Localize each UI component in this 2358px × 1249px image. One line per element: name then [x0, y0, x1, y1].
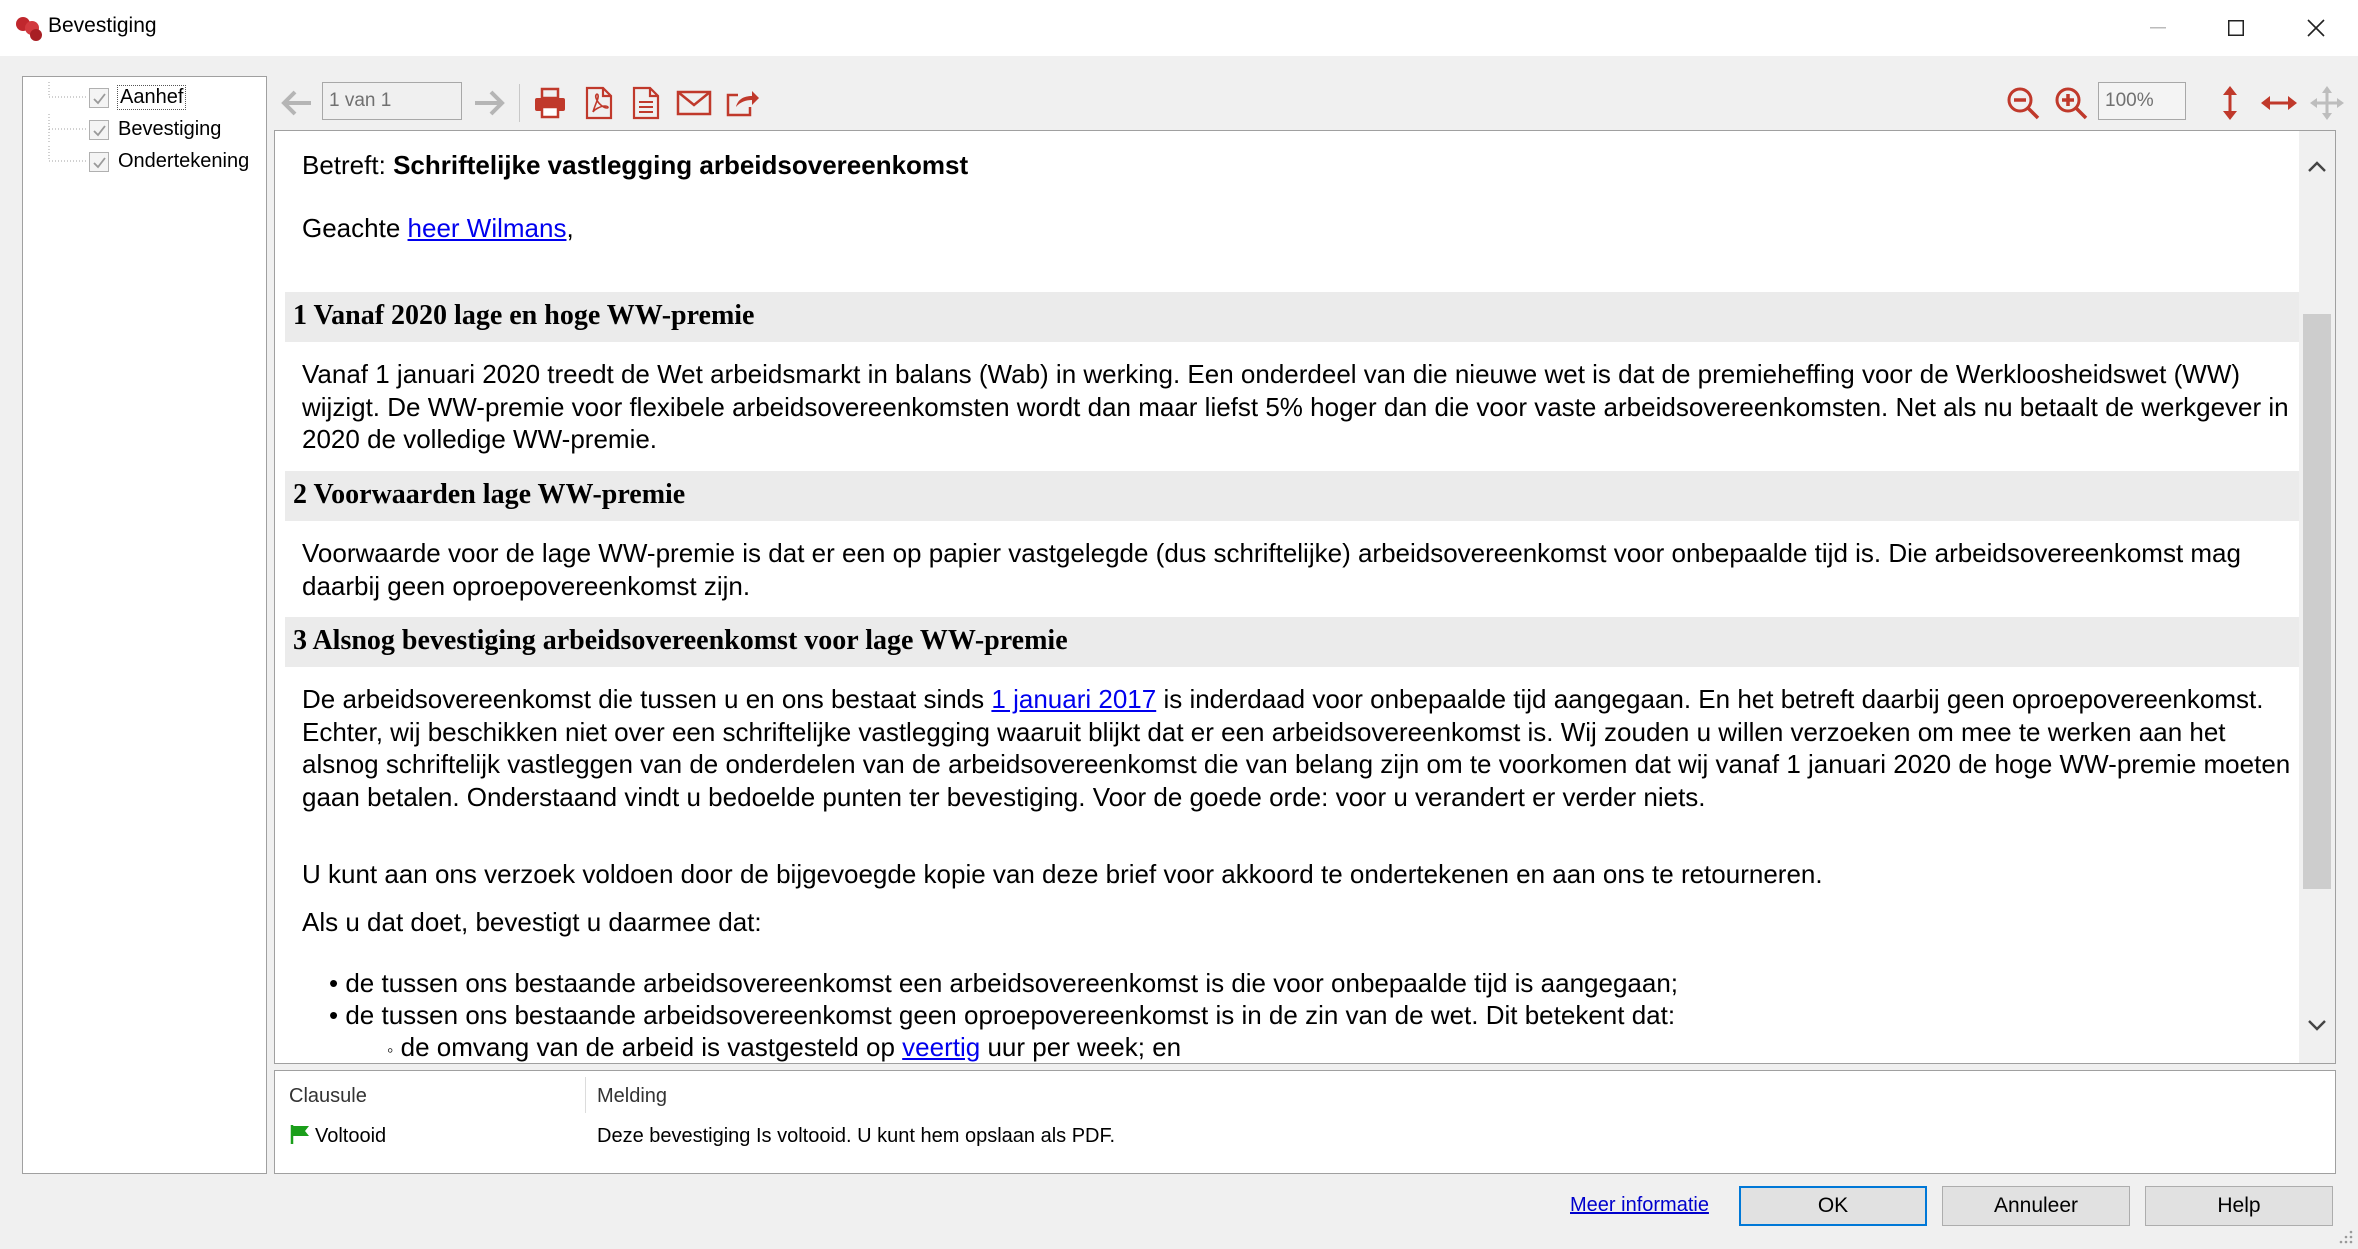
salutation-prefix: Geachte	[302, 213, 401, 243]
save-pdf-button[interactable]	[578, 82, 620, 124]
section-3-paragraph-2: U kunt aan ons verzoek voldoen door de bijgevoegde kopie van deze brief voor akkoord te ondertekenen en aan ons te retourneren.	[302, 859, 1823, 889]
toolbar-separator	[519, 84, 520, 122]
email-button[interactable]	[673, 82, 715, 124]
paragraph-text: De arbeidsovereenkomst die tussen u en ons bestaat sinds	[302, 684, 992, 714]
tree-item-bevestiging[interactable]	[23, 114, 263, 144]
scroll-down-icon[interactable]	[2305, 1013, 2329, 1037]
window-title: Bevestiging	[48, 14, 157, 37]
salutation-suffix: ,	[566, 213, 574, 243]
checkmark-icon	[92, 123, 107, 138]
section-3-paragraph	[302, 683, 2292, 813]
bullet-item	[329, 1000, 1675, 1031]
fit-height-button[interactable]	[2209, 82, 2251, 124]
subject-line	[302, 149, 2292, 182]
outline-tree	[22, 76, 267, 1174]
fit-width-button[interactable]	[2258, 82, 2300, 124]
vertical-scrollbar[interactable]	[2299, 131, 2335, 1063]
salutation-link[interactable]: heer Wilmans	[407, 213, 567, 243]
hours-link[interactable]: veertig	[902, 1032, 981, 1062]
subject-prefix: Betreft:	[302, 150, 386, 180]
more-info-link[interactable]: Meer informatie	[1570, 1194, 1709, 1216]
tree-connector-icon	[47, 146, 87, 176]
page-indicator-field[interactable]	[322, 82, 462, 120]
bullet-dot-icon: •	[329, 968, 339, 998]
cancel-button[interactable]: Annuleer	[1942, 1186, 2130, 1226]
zoom-out-icon	[2006, 86, 2040, 120]
document-icon	[631, 86, 661, 120]
print-icon	[533, 87, 567, 119]
close-button[interactable]	[2276, 0, 2356, 56]
arrow-right-icon	[473, 89, 505, 117]
column-separator	[585, 1077, 586, 1113]
scroll-up-icon[interactable]	[2305, 155, 2329, 179]
move-button[interactable]	[2306, 82, 2348, 124]
pdf-icon	[584, 86, 614, 120]
subject-text: Schriftelijke vastlegging arbeidsovereenkomst	[393, 150, 969, 180]
row-message: Deze bevestiging Is voltooid. U kunt hem opslaan als PDF.	[597, 1125, 1116, 1147]
next-page-button[interactable]	[468, 82, 510, 124]
zoom-in-icon	[2054, 86, 2088, 120]
scrollbar-thumb[interactable]	[2303, 314, 2331, 889]
move-icon	[2309, 85, 2345, 121]
column-header-clause[interactable]: Clausule	[289, 1085, 367, 1107]
tree-item-aanhef[interactable]	[23, 82, 263, 112]
section-2-paragraph: Voorwaarde voor de lage WW-premie is dat er een op papier vastgelegde (dus schriftelijke) arbeidsovereenkomst voor onbepaalde tijd is. Die arbeidsovereenkomst mag daarbij geen oproepovereenkomst zijn.	[302, 538, 2241, 601]
tree-item-ondertekening[interactable]	[23, 146, 263, 176]
sub-bullet-item	[387, 1032, 1181, 1063]
date-link[interactable]: 1 januari 2017	[991, 684, 1157, 714]
tree-item-label: Bevestiging	[118, 118, 222, 140]
salutation	[302, 212, 2292, 245]
maximize-button[interactable]	[2196, 0, 2276, 56]
sub-bullet-text: uur per week; en	[980, 1032, 1182, 1062]
section-heading-2: 2 Voorwaarden lage WW-premie	[285, 471, 2299, 521]
bullet-text: de tussen ons bestaande arbeidsovereenkomst geen oproepovereenkomst is in de zin van de wet. Dit betekent dat:	[345, 1000, 1676, 1030]
section-heading-1: 1 Vanaf 2020 lage en hoge WW-premie	[285, 292, 2299, 342]
zoom-level-field[interactable]	[2098, 82, 2186, 120]
section-1-paragraph: Vanaf 1 januari 2020 treedt de Wet arbeidsmarkt in balans (Wab) in werking. Een onderdeel van die nieuwe wet is dat de premieheffing voor de Werkloosheidswet (WW) wijzigt. De WW-premie voor flexibele arbeidsovereenkomsten wordt dan maar liefst 5% hoger dan die voor vaste arbeidsovereenkomsten. Net als nu betaalt de werkgever in 2020 de volledige WW-premie.	[302, 359, 2289, 454]
mail-icon	[676, 89, 712, 117]
bullet-item	[329, 968, 1678, 999]
title-bar	[0, 0, 2358, 56]
tree-item-label: Ondertekening	[118, 150, 250, 172]
arrow-left-icon	[281, 89, 313, 117]
minimize-button[interactable]	[2118, 0, 2198, 56]
viewer-toolbar	[274, 76, 2336, 130]
resize-grip-icon[interactable]	[2338, 1229, 2354, 1245]
export-button[interactable]	[721, 82, 763, 124]
checkmark-icon	[92, 155, 107, 170]
tree-connector-icon	[47, 114, 87, 144]
tree-checkbox[interactable]	[89, 120, 109, 140]
tree-item-label: Aanhef	[120, 86, 184, 108]
help-button[interactable]: Help	[2145, 1186, 2333, 1226]
print-button[interactable]	[529, 82, 571, 124]
messages-table	[274, 1070, 2336, 1174]
paragraph-text: is inderdaad voor onbepaalde tijd aangegaan. En het betreft daarbij geen oproepovereenkomst. Echter, wij beschikken niet over een schriftelijke vastlegging waaruit blijkt dat er een arbeidsovereenkomst is. Wij zouden u willen verzoeken om mee te werken aan het alsnog schriftelijk vastleggen van de onderdelen van de arbeidsovereenkomst die van belang zijn om te voorkomen dat wij vanaf 1 januari 2020 de hoge WW-premie moeten gaan betalen. Onderstaand vindt u bedoelde punten ter bevestiging. Voor de goede orde: voor u verandert er verder niets.	[302, 684, 2291, 812]
ok-button[interactable]: OK	[1739, 1186, 1927, 1226]
tree-checkbox[interactable]	[89, 152, 109, 172]
section-3-paragraph-3: Als u dat doet, bevestigt u daarmee dat:	[302, 907, 762, 937]
fit-height-icon	[2220, 85, 2240, 121]
sub-bullet-text: de omvang van de arbeid is vastgesteld op	[400, 1032, 903, 1062]
column-header-message[interactable]: Melding	[597, 1085, 668, 1107]
previous-page-button[interactable]	[276, 82, 318, 124]
checkmark-icon	[92, 91, 107, 106]
export-icon	[724, 87, 760, 119]
row-clause: Voltooid	[315, 1125, 387, 1147]
app-logo-icon	[14, 14, 44, 42]
zoom-out-button[interactable]	[2002, 82, 2044, 124]
tree-checkbox[interactable]	[89, 88, 109, 108]
document-viewer[interactable]	[274, 130, 2336, 1064]
document-page	[275, 131, 2299, 1064]
sub-bullet-circle-icon: ◦	[387, 1040, 394, 1060]
bullet-text: de tussen ons bestaande arbeidsovereenkomst een arbeidsovereenkomst is die voor onbepaalde tijd is aangegaan;	[345, 968, 1679, 998]
bullet-dot-icon: •	[329, 1000, 339, 1030]
fit-width-icon	[2260, 93, 2298, 113]
document-button[interactable]	[625, 82, 667, 124]
section-heading-3: 3 Alsnog bevestiging arbeidsovereenkomst voor lage WW-premie	[285, 617, 2299, 667]
tree-connector-icon	[47, 82, 87, 112]
flag-icon	[289, 1123, 311, 1151]
zoom-in-button[interactable]	[2050, 82, 2092, 124]
